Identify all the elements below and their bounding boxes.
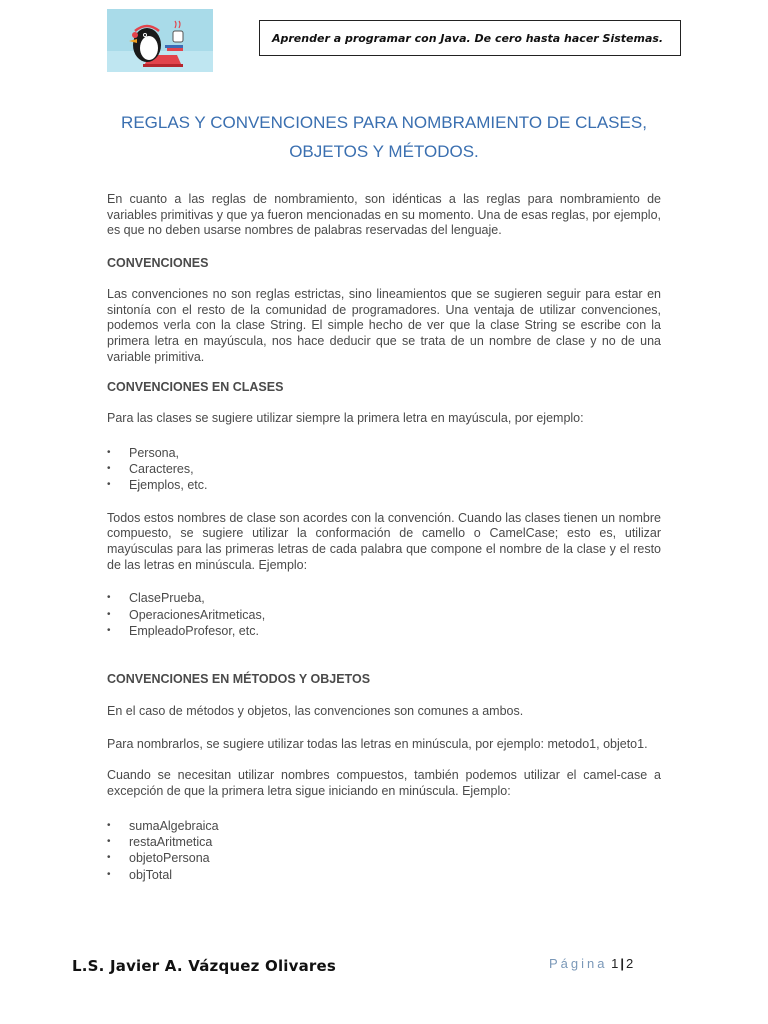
list-item: • restaAritmetica (107, 835, 213, 850)
page-indicator (549, 956, 633, 971)
metodos-list (107, 818, 661, 883)
list-item: • Persona, (107, 445, 180, 460)
metodos-paragraph-1: En el caso de métodos y objetos, las convenciones son comunes a ambos. (107, 704, 524, 719)
camel-paragraph: Todos estos nombres de clase son acordes con la convención. Cuando las clases tienen un nombre compuesto, se sugiere utilizar la conformación de camello o CamelCase; esto es, utilizar mayúsculas para las primeras letras de cada palabra que compone el nombre de la clase y el resto de las letras en minúscula. Ejemplo: (107, 510, 661, 572)
bullet-icon: • (107, 868, 111, 880)
header-box (259, 20, 681, 56)
document-body (107, 192, 661, 883)
heading-clases: CONVENCIONES EN CLASES (107, 380, 284, 395)
list-item: • EmpleadoProfesor, etc. (107, 624, 259, 639)
clases-list (107, 445, 661, 494)
title-line-2: OBJETOS Y MÉTODOS. (289, 142, 479, 161)
list-item: • objTotal (107, 867, 173, 882)
bullet-icon: • (107, 836, 111, 848)
metodos-paragraph-3: Cuando se necesitan utilizar nombres compuestos, también podemos utilizar el camel-case a excepción de que la primera letra sigue iniciando en minúscula. Ejemplo: (107, 768, 661, 799)
footer-author: L.S. Javier A. Vázquez Olivares (72, 957, 337, 975)
camel-list (107, 590, 661, 639)
bullet-icon: • (107, 479, 111, 491)
page-total: 2 (625, 956, 634, 971)
bullet-icon: • (107, 852, 111, 864)
page-current: 1 (611, 956, 619, 971)
bullet-icon: • (107, 446, 111, 458)
title-line-1: REGLAS Y CONVENCIONES PARA NOMBRAMIENTO DE CLASES, (121, 113, 647, 132)
logo-image (107, 9, 213, 72)
list-item: • Ejemplos, etc. (107, 478, 208, 493)
bullet-icon: • (107, 463, 111, 475)
list-item: • Caracteres, (107, 462, 194, 477)
list-item: • OperacionesAritmeticas, (107, 607, 266, 622)
bullet-icon: • (107, 819, 111, 831)
list-item: • objetoPersona (107, 851, 210, 866)
list-item: • ClasePrueba, (107, 591, 205, 606)
page-separator: | (620, 956, 624, 971)
document-title (107, 108, 661, 166)
bullet-icon: • (107, 592, 111, 604)
clases-paragraph: Para las clases se sugiere utilizar siempre la primera letra en mayúscula, por ejemplo: (107, 411, 584, 426)
bullet-icon: • (107, 608, 111, 620)
page-label: Página (549, 956, 608, 971)
bullet-icon: • (107, 625, 111, 637)
course-title: Aprender a programar con Java. De cero hasta hacer Sistemas. (272, 31, 664, 45)
list-item: • sumaAlgebraica (107, 818, 219, 833)
intro-paragraph: En cuanto a las reglas de nombramiento, son idénticas a las reglas para nombramiento de variables primitivas y que ya fueron mencionadas en su momento. Una de esas reglas, por ejemplo, es que no deben usarse nombres de palabras reservadas del lenguaje. (107, 192, 661, 238)
metodos-paragraph-2: Para nombrarlos, se sugiere utilizar todas las letras en minúscula, por ejemplo: metodo1, objeto1. (107, 736, 648, 751)
heading-metodos: CONVENCIONES EN MÉTODOS Y OBJETOS (107, 672, 371, 687)
convenciones-paragraph: Las convenciones no son reglas estrictas, sino lineamientos que se sugieren seguir para estar en sintonía con el resto de la comunidad de programadores. Una ventaja de utilizar convenciones, podemos verla con la clase String. El simple hecho de ver que la clase String se escribe con la primera letra en mayúscula, nos hace deducir que se trata de un nombre de clase y no de una variable primitiva. (107, 286, 661, 364)
heading-convenciones: CONVENCIONES (107, 256, 209, 271)
